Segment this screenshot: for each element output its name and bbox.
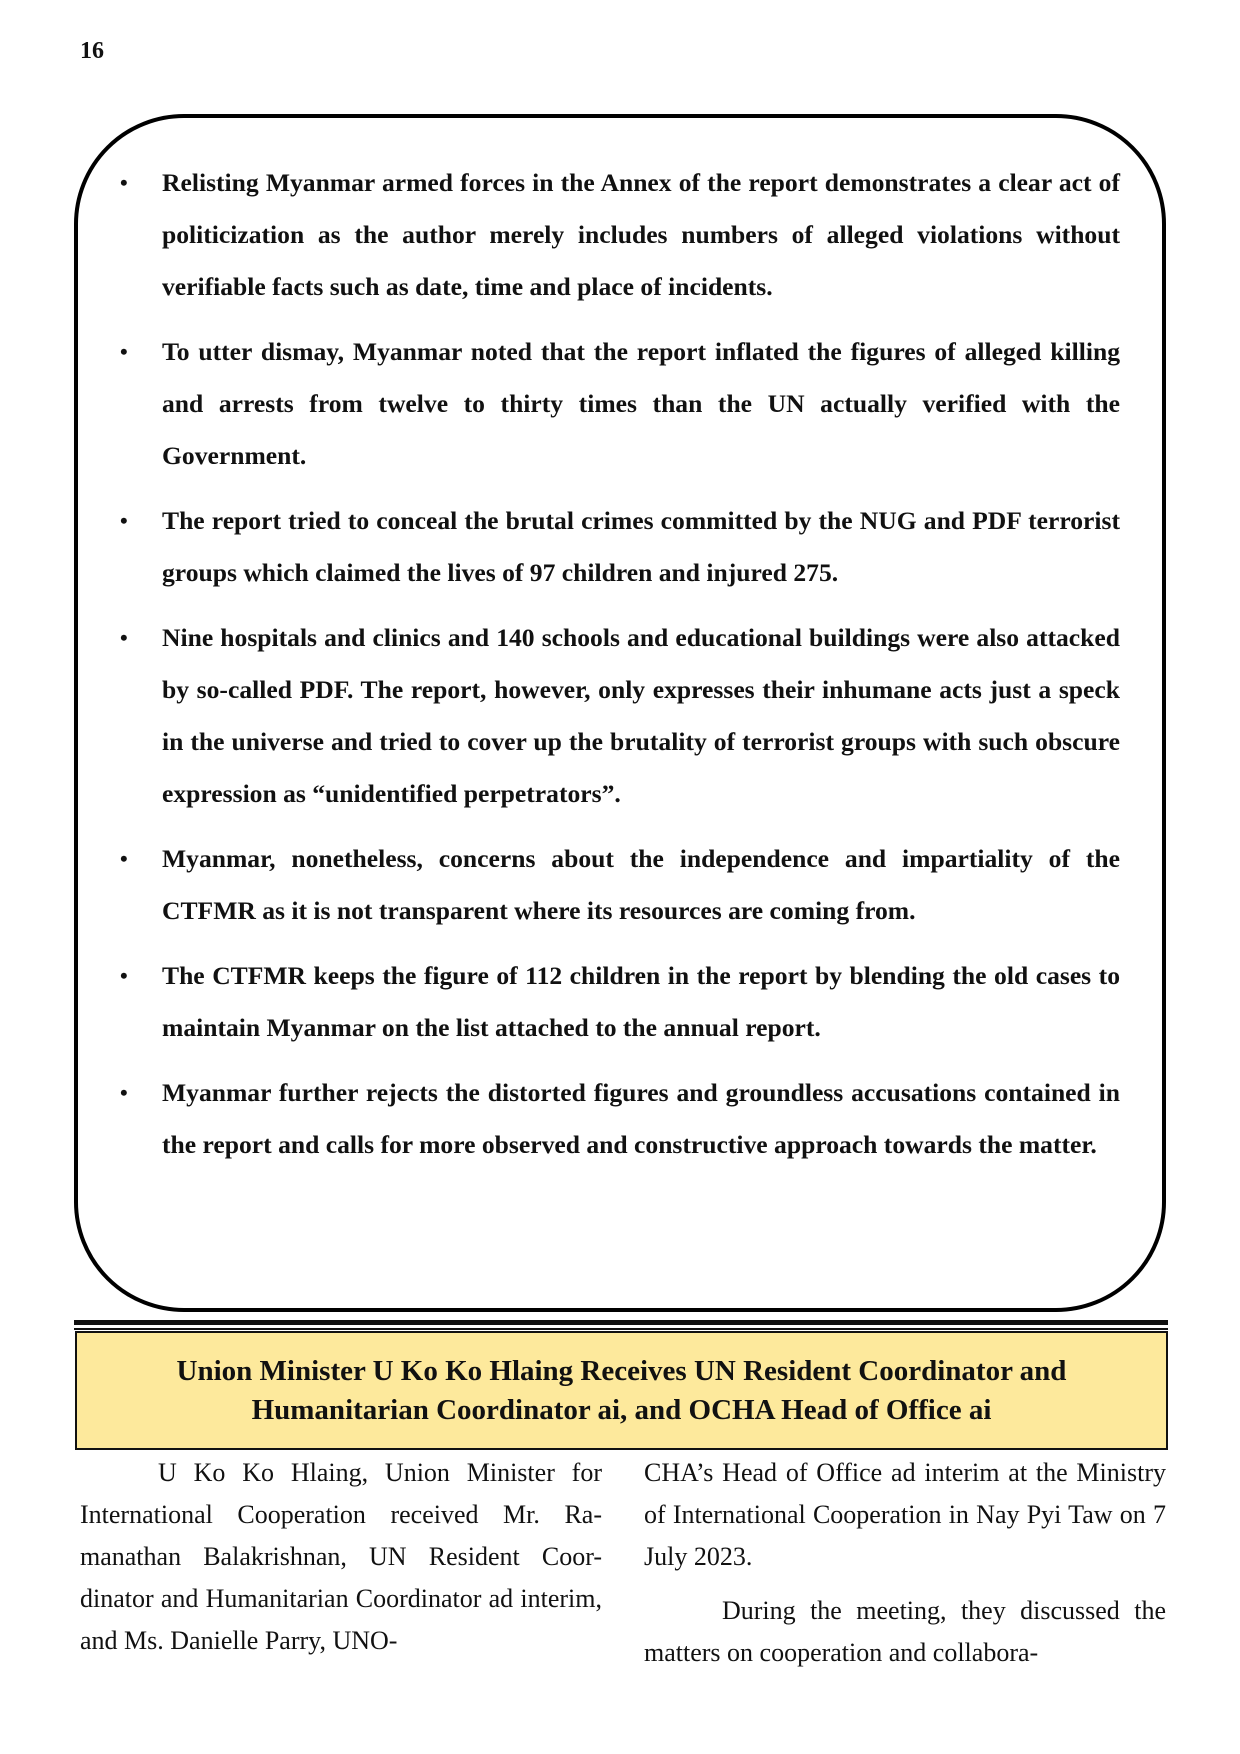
headline-line-2: Humanitarian Coordinator ai, and OCHA Head of Office ai — [251, 1393, 992, 1426]
bullet-text: Myanmar further rejects the distorted figures and groundless accusations contained in the report and calls for more observed and constructive approach towards the matter. — [162, 1078, 1120, 1159]
bullet-item — [118, 833, 1120, 937]
page-number: 16 — [80, 38, 104, 64]
bullet-item — [118, 612, 1120, 820]
bullet-icon: • — [120, 170, 128, 195]
divider-thick — [74, 1320, 1168, 1325]
bullet-icon: • — [120, 508, 128, 533]
bullet-text: The CTFMR keeps the figure of 112 children in the report by blending the old cases to maintain Myanmar on the list attached to the annual report. — [162, 961, 1120, 1042]
article-paragraph: CHA’s Head of Office ad interim at the Ministry of International Cooperation in Nay Pyi Taw on 7 July 2023. — [644, 1458, 1166, 1571]
bullet-icon: • — [120, 963, 128, 988]
bullet-text: To utter dismay, Myanmar noted that the report inflated the figures of alleged killing and arrests from twelve to thirty times than the UN actually verified with the Government. — [162, 337, 1120, 470]
bullet-item — [118, 1067, 1120, 1171]
bullet-item — [118, 495, 1120, 599]
bullet-text: Myanmar, nonetheless, concerns about the independence and impartiality of the CTFMR as it is not transparent where its resources are coming from. — [162, 844, 1120, 925]
bullet-item — [118, 157, 1120, 313]
bullet-list — [118, 157, 1120, 1184]
bullet-text: Nine hospitals and clinics and 140 schools and educational buildings were also attacked by so-called PDF. The report, however, only expresses their inhumane acts just a speck in the universe and tried to cover up the brutality of terrorist groups with such obscure expression as “unidentified perpetrators”. — [162, 623, 1120, 808]
bullet-icon: • — [120, 625, 128, 650]
bullet-item — [118, 950, 1120, 1054]
bullet-text: The report tried to conceal the brutal crimes committed by the NUG and PDF terrorist groups which claimed the lives of 97 children and injured 275. — [162, 506, 1120, 587]
article-column-left — [80, 1452, 602, 1674]
article-paragraph: During the meeting, they discussed the matters on cooperation and collabora- — [644, 1596, 1166, 1667]
article-paragraph: U Ko Ko Hlaing, Union Minister for International Cooperation received Mr. Ra-manathan Balakrishnan, UN Resident Coor-dinator and Humanitarian Coordinator ad interim, and Ms. Danielle Parry, UNO- — [80, 1458, 602, 1655]
bullet-icon: • — [120, 339, 128, 364]
headline-line-1: Union Minister U Ko Ko Hlaing Receives UN Resident Coordinator and — [176, 1354, 1067, 1387]
article-headline — [132, 1352, 1112, 1430]
article-column-right — [644, 1452, 1166, 1686]
bullet-item — [118, 326, 1120, 482]
divider-thin — [74, 1328, 1168, 1330]
bullet-icon: • — [120, 1080, 128, 1105]
bullet-text: Relisting Myanmar armed forces in the Annex of the report demonstrates a clear act of politicization as the author merely includes numbers of alleged violations without verifiable facts such as date, time and place of incidents. — [162, 168, 1120, 301]
headline-box — [75, 1331, 1168, 1450]
bullet-icon: • — [120, 846, 128, 871]
